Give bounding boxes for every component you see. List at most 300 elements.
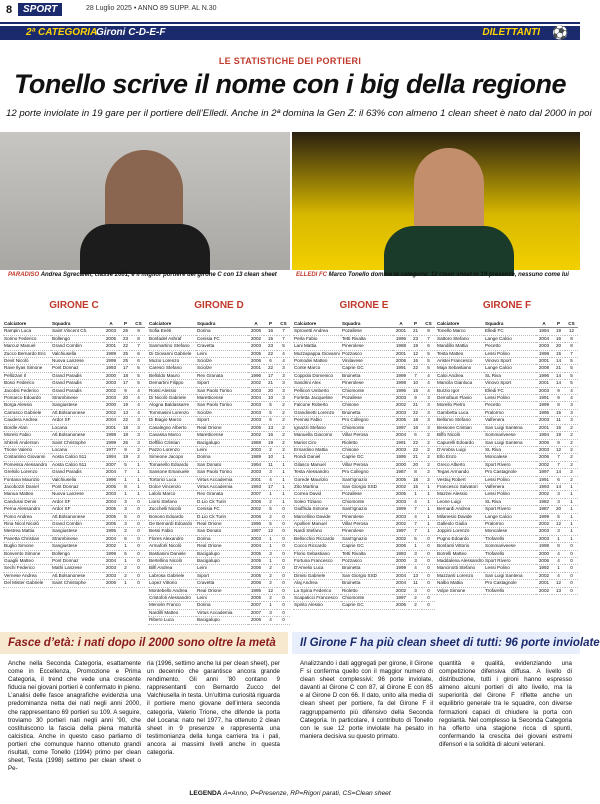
table-cell: Ardor SF [51,506,103,513]
section-bar [0,26,580,40]
table-cell: 2 [422,454,435,461]
table-row [3,343,145,350]
table-cell: 10 [264,395,277,402]
table-cell: 4 [277,350,290,357]
table-cell: 22 [409,446,422,453]
table-cell: 3 [132,432,145,439]
table-cell: 23 [409,335,422,342]
table-cell: Costantino Giovanni [3,454,51,461]
table-cell: 0 [132,506,145,513]
table-cell: Spirito Alessio [293,602,341,609]
table-cell: Pomo Andrea [3,513,51,520]
table-cell: Atl.Bolsanonese [51,409,103,416]
table-row [148,372,290,379]
table-cell: 2006 [248,580,264,587]
table-cell: Chisone [341,402,393,409]
column-header: Calciatore [436,321,484,328]
table-row [3,558,145,565]
table-cell: 1 [422,498,435,505]
table-row [148,328,290,335]
table-cell: 25 [119,358,132,365]
table-row [293,328,435,335]
column-header: CS [277,321,290,328]
table-row [148,528,290,535]
table-cell: 2 [119,572,132,579]
table-cell: Tommasini Lorenzo [148,409,196,416]
table-cell: Montebello Andrea [148,587,196,594]
table-cell: Rex Granata [196,491,248,498]
stats-table [436,321,578,595]
table-row [293,513,435,520]
table-cell: 2006 [248,358,264,365]
table-row [436,513,578,520]
table-cell: Shkreli Anderson [3,439,51,446]
photo-caption-2 [296,272,576,281]
table-cell: Soleo Tiziano [293,498,341,505]
table-cell: 11 [409,580,422,587]
table-cell: Borrelli Matteo [436,550,484,557]
table-cell: 1996 [536,372,552,379]
table-cell: 0 [132,543,145,550]
table-cell: Siport [196,417,248,424]
table-cell: Biffo Nicolò [436,432,484,439]
table-cell: 0 [277,580,290,587]
table-cell: 2 [565,446,578,453]
table-cell: Falcone Roberto [293,402,341,409]
table-cell: Bonono Edoardo [148,513,196,520]
table-row [293,358,435,365]
table-cell: 1 [422,506,435,513]
table-cell: 13 [264,424,277,431]
table-cell: Gorede Maurizio [293,476,341,483]
table-row [148,424,290,431]
table-cell: 2000 [536,550,552,557]
table-cell: Pecetto [484,402,536,409]
table-cell: 8 [552,402,565,409]
table-cell: 2003 [248,535,264,542]
table-cell: D'Amelio Luca [293,565,341,572]
table-cell: 5 [565,365,578,372]
table-row [148,402,290,409]
table-cell: Liorsi Stefano [148,498,196,505]
table-cell: 2003 [536,446,552,453]
table-cell: 7 [422,335,435,342]
table-cell: 1 [552,565,565,572]
table-cell: Menolin Franco [148,602,196,609]
table-cell: Vinovo Sport [484,380,536,387]
table-cell: 5 [422,365,435,372]
table-cell: Atl.Bolsanonese [51,572,103,579]
table-cell: Moncalese [484,528,536,535]
table-cell: 6 [132,350,145,357]
table-cell: Saint Christophe [51,580,103,587]
table-cell: Pinerolese [341,343,393,350]
table-cell: 6 [132,358,145,365]
table-cell: 16 [552,335,565,342]
table-cell: Rossi Alessio [148,387,196,394]
table-cell: 2003 [103,565,119,572]
table-cell: Bacigalupo [196,550,248,557]
table-cell: Bollengo [51,550,103,557]
table-cell: 12 [264,587,277,594]
table-row [3,506,145,513]
table-row [436,550,578,557]
table-cell: 2000 [393,558,409,565]
table-cell: Lange Calcio [484,513,536,520]
table-row [148,432,290,439]
sidebar-box-groups [292,632,600,758]
table-cell: 19 [409,343,422,350]
table-cell: 20 [552,343,565,350]
table-cell: 1989 [103,350,119,357]
table-cell: 2 [277,409,290,416]
table-cell: 17 [119,365,132,372]
table-cell: 2003 [248,409,264,416]
table-cell: 1993 [103,365,119,372]
table-cell: Caprie GC [341,543,393,550]
table-cell: 0 [565,587,578,594]
caption-text: Marco Tonello domina la categoria: 12 clean sheet in 19 presenze, nessuno come lui [328,272,569,278]
table-cell: 5 [264,506,277,513]
table-cell: Sciolze [196,365,248,372]
table-cell: 9 [119,446,132,453]
table-row [3,395,145,402]
table-cell: 3 [132,439,145,446]
table-cell: Trofarello [484,550,536,557]
table-cell: 2002 [393,402,409,409]
table-cell: Jacobsi Federico [3,387,51,394]
table-cell: 0 [422,595,435,602]
table-cell: 2006 [248,498,264,505]
table-row [293,550,435,557]
table-cell: Milanesio Davide [436,513,484,520]
table-cell: 0 [132,550,145,557]
table-cell: Maretticense [196,395,248,402]
table-cell: 8 [409,469,422,476]
table-cell: 1 [422,491,435,498]
table-cell: Tortorici Luca [148,476,196,483]
table-cell: 22 [409,409,422,416]
table-cell: Grand Combin [51,343,103,350]
table-cell: 2 [132,446,145,453]
table-row [3,402,145,409]
table-cell: 3 [132,417,145,424]
table-cell: Sorino Federico [3,335,51,342]
table-cell: Dorina [196,535,248,542]
table-cell: Sechi Federico [3,565,51,572]
table-cell: 15 [409,387,422,394]
table-cell: 2001 [393,328,409,335]
table-cell: 2007 [248,602,264,609]
table-cell: 2003 [103,328,119,335]
table-cell: 2003 [536,387,552,394]
table-cell: 12 [552,580,565,587]
photo-caption-1 [8,272,288,281]
table-cell: 0 [277,587,290,594]
table-cell: Rampin Luca [3,328,51,335]
table-cell: 0 [565,543,578,550]
table-cell: Chiomonte [341,595,393,602]
table-cell: 0 [132,572,145,579]
table-cell: 1998 [536,543,552,550]
table-cell: Tomasello Edoardo [148,461,196,468]
table-row [3,498,145,505]
table-row [148,513,290,520]
table-cell: Caprie GC [341,454,393,461]
table-cell: Carrasco Gabriele [3,409,51,416]
table-row [148,506,290,513]
table-cell: 0 [277,535,290,542]
table-cell: 4 [132,409,145,416]
table-cell: 2003 [393,446,409,453]
table-row [148,461,290,468]
table-cell: Pellizzari Il [3,372,51,379]
table-cell: 2002 [103,387,119,394]
table-cell: 20 [552,506,565,513]
table-cell: 3 [119,498,132,505]
table-cell: 13 [119,409,132,416]
table-cell: Demofaun Flavio [436,395,484,402]
table-cell: 2004 [103,417,119,424]
table-cell: 2006 [536,558,552,565]
table-cell: 20 [409,461,422,468]
table-row [148,380,290,387]
table-cell: 0 [422,550,435,557]
table-cell: 16 [409,424,422,431]
table-cell: Caudera Andrea [3,417,51,424]
table-cell: 1 [132,491,145,498]
table-cell: 2002 [393,483,409,490]
table-cell: 2006 [248,513,264,520]
table-cell: Trione Valerio [3,446,51,453]
table-cell: Moncalese [484,454,536,461]
table-cell: Alaj Andrea [293,580,341,587]
table-cell: Pozzasco [341,558,393,565]
table-cell: Grand Combin [51,520,103,527]
group-column [148,300,290,625]
table-cell: 5 [264,402,277,409]
column-header: A [103,321,119,328]
table-cell: 9 [552,387,565,394]
table-cell: 9 [552,439,565,446]
table-cell: Pro Castagnole [484,580,536,587]
table-cell: 19 [119,402,132,409]
table-header [436,321,578,328]
table-cell: Mazzanti Lorenzo [436,572,484,579]
legend [0,790,580,797]
table-cell: Caresci Stefano [148,365,196,372]
table-cell: 3 [565,409,578,416]
table-cell: San Luigi Santena [484,424,536,431]
table-row [436,432,578,439]
table-cell: Vestiuj Robert [436,476,484,483]
table-cell: 0 [132,528,145,535]
table-cell: 5 [565,372,578,379]
table-cell: 3 [422,417,435,424]
table-cell: 2005 [103,520,119,527]
table-cell: 2 [422,476,435,483]
table-cell: 14 [552,358,565,365]
table-cell: Testa Matteo [436,350,484,357]
table-cell: 1 [552,535,565,542]
table-cell: 1 [565,535,578,542]
table-cell: Siport [196,380,248,387]
table-cell: 2005 [103,335,119,342]
table-cell: Devit Nicolò [3,358,51,365]
table-cell: 0 [277,572,290,579]
table-cell: Mestrea Mattia [3,528,51,535]
table-row [148,609,290,616]
table-cell: 18 [409,476,422,483]
group-title: GIRONE D [194,300,244,311]
table-row [148,335,290,342]
table-cell: Trofarello [484,587,536,594]
table-row [436,587,578,594]
table-cell: Bruinetta [341,580,393,587]
table-row [293,409,435,416]
table-cell: San Paolo Torino [196,402,248,409]
table-cell: 1999 [103,439,119,446]
table-cell: 21 [409,402,422,409]
table-cell: Simeone Jacopo [148,454,196,461]
table-cell: 0 [422,572,435,579]
table-cell: 7 [409,506,422,513]
table-cell: 10 [264,454,277,461]
issue-date: 28 Luglio 2025 • ANNO 89 SUPP. AL N.30 [86,5,217,12]
table-cell: 2 [422,446,435,453]
table-cell: 2003 [248,343,264,350]
table-row [148,469,290,476]
table-cell: San Donato [196,461,248,468]
table-cell: San Luigi Santena [484,572,536,579]
table-cell: Lange Calcio [484,365,536,372]
table-cell: Bastianini Daniele [148,550,196,557]
page-number: 8 [6,4,13,16]
table-cell: 2005 [393,417,409,424]
table-cell: 7 [552,454,565,461]
table-cell: 2003 [248,469,264,476]
table-cell: Bonvento Simone [3,550,51,557]
table-cell: Valfenera [484,483,536,490]
table-cell: Sangiustese [51,528,103,535]
table-cell: 1 [565,513,578,520]
table-row [148,543,290,550]
table-cell: 1 [565,528,578,535]
table-row [293,343,435,350]
table-cell: Cravetta [196,343,248,350]
table-cell: 2003 [248,387,264,394]
table-cell: 25 [119,350,132,357]
table-cell: SL Riva [484,498,536,505]
table-row [436,469,578,476]
table-cell: 2 [565,476,578,483]
table-cell: Di Giovanni Gabriele [148,350,196,357]
table-cell: 22 [119,417,132,424]
table-row [148,446,290,453]
table-cell: 2000 [103,402,119,409]
table-cell: 1982 [536,498,552,505]
column-header: Squadra [51,321,103,328]
table-cell: 2005 [103,513,119,520]
table-cell: 7 [277,328,290,335]
table-cell: Pinerolese [341,513,393,520]
table-cell: 2003 [103,572,119,579]
table-row [436,498,578,505]
table-cell: 2006 [393,358,409,365]
table-cell: 9 [409,395,422,402]
table-cell: 9 [422,328,435,335]
table-cell: De Bernardi Edoardo [148,520,196,527]
table-cell: Ribero Luca [148,617,196,624]
table-row [293,587,435,594]
table-cell: Alogna Baldassarre [148,402,196,409]
table-cell: 6 [264,417,277,424]
table-cell: 1997 [393,595,409,602]
table-cell: Real Orione [196,543,248,550]
table-cell: Mancila Gianluca [436,380,484,387]
table-cell: 2005 [248,424,264,431]
table-cell: 1994 [248,461,264,468]
table-cell: D.Lio Ck Turin [196,498,248,505]
table-cell: 3 [277,372,290,379]
table-cell: Perna Alessandro [3,506,51,513]
table-row [3,365,145,372]
table-cell: 2001 [536,424,552,431]
table-cell: 14 [552,469,565,476]
table-cell: 2002 [103,409,119,416]
table-cell: 0 [422,558,435,565]
table-row [3,528,145,535]
column-header: Squadra [484,321,536,328]
table-cell: Grand Paradis [51,387,103,394]
table-cell: Pecetto [484,343,536,350]
table-cell: Locana [51,446,103,453]
table-cell: 1996 [248,520,264,527]
table-cell: 4 [552,558,565,565]
table-cell: 8 [565,343,578,350]
table-cell: Lopez Vittorio [148,580,196,587]
table-cell: Di Biagio Marco [148,417,196,424]
table-row [3,580,145,587]
table-cell: 2004 [103,535,119,542]
table-cell: 2003 [103,491,119,498]
table-cell: Dolce Vincenzo [148,483,196,490]
table-cell: Leini [196,446,248,453]
table-cell: 1 [119,491,132,498]
table-cell: Lalolo Marco [148,491,196,498]
table-cell: 3 [264,469,277,476]
table-row [436,424,578,431]
table-cell: Muzio Lorenzo [148,358,196,365]
table-cell: 2 [264,572,277,579]
column-header: Calciatore [293,321,341,328]
column-header: A [248,321,264,328]
box-title: Il Girone F ha più clean sheet di tutti: 96 porte inviolate [292,632,580,654]
table-row [293,535,435,542]
table-cell: 4 [565,395,578,402]
table-cell: Dimisi Gabriele [293,572,341,579]
table-cell: 2 [264,580,277,587]
table-cell: 1999 [103,550,119,557]
table-cell: Rioletto [341,439,393,446]
table-header [293,321,435,328]
table-cell: 3 [277,365,290,372]
table-cell: Jacobozzi Daniel [3,483,51,490]
table-cell: Bollengo [51,335,103,342]
table-cell: 20 [119,395,132,402]
table-cell: Bordle Alan [3,424,51,431]
table-cell: Sprovetti Andrea [293,328,341,335]
